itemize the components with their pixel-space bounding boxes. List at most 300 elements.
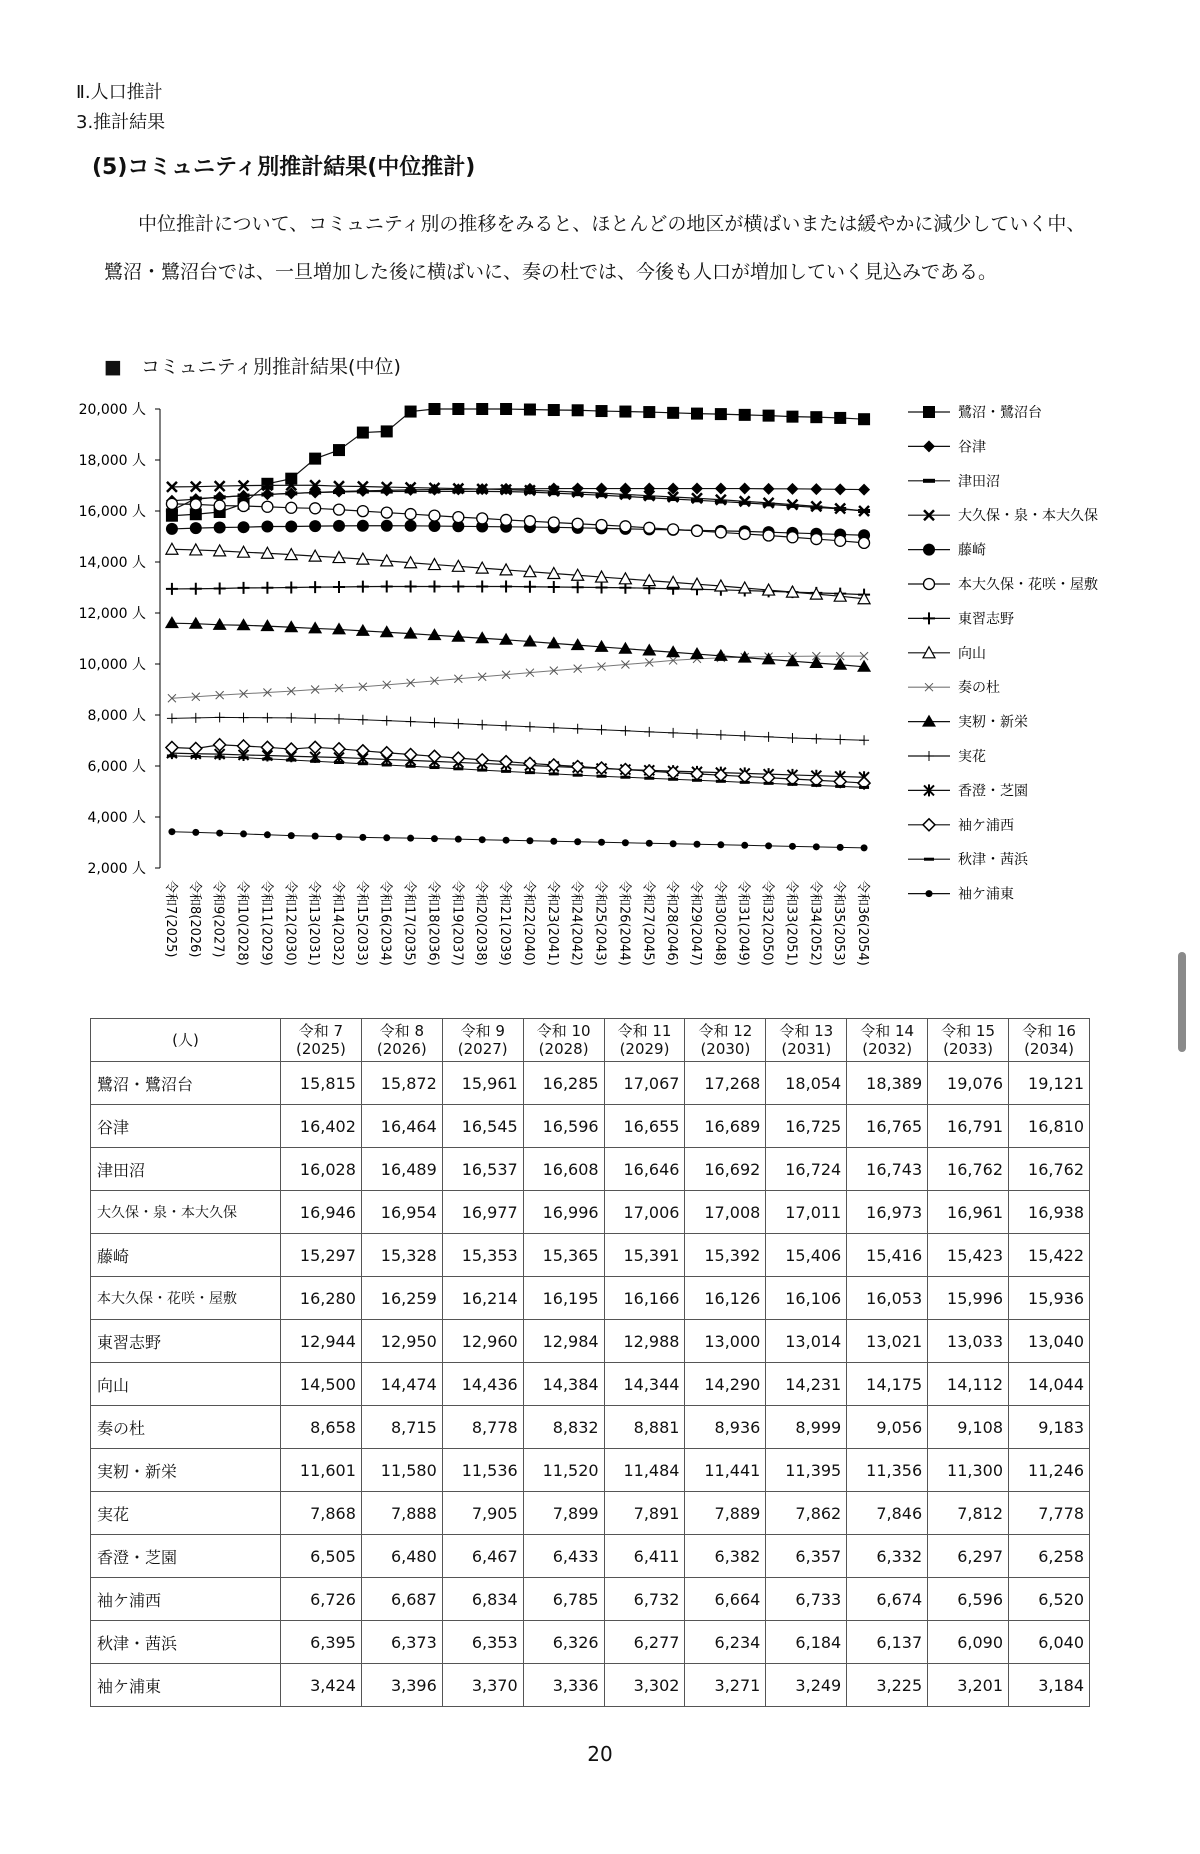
table-cell: 15,416 xyxy=(847,1234,928,1277)
legend-marker xyxy=(926,890,933,897)
data-point xyxy=(573,774,583,777)
data-point xyxy=(405,520,417,532)
column-era-label: 令和 12 xyxy=(698,1022,753,1040)
table-cell: 16,973 xyxy=(847,1191,928,1234)
series-line-4 xyxy=(172,526,864,536)
data-point xyxy=(692,525,703,536)
data-point xyxy=(429,766,439,769)
data-point xyxy=(357,427,369,439)
table-cell: 7,846 xyxy=(847,1492,928,1535)
table-cell: 16,537 xyxy=(442,1148,523,1191)
row-community-name: 秋津・茜浜 xyxy=(91,1621,281,1664)
column-era-label: 令和 10 xyxy=(536,1022,591,1040)
table-row xyxy=(91,1234,1090,1277)
table-cell: 7,905 xyxy=(442,1492,523,1535)
table-cell: 13,000 xyxy=(685,1320,766,1363)
column-era-label: 令和 7 xyxy=(298,1022,344,1040)
data-point xyxy=(308,621,322,633)
table-cell: 14,290 xyxy=(685,1363,766,1406)
data-point xyxy=(861,844,868,851)
paragraph-text: 中位推計について、コミュニティ別の推移をみると、ほとんどの地区が横ばいまたは緩やかに減少していく中、鷺沼・鷺沼台では、一旦増加した後に横ばいに、奏の杜では、今後も人口が増加していく見込みである。 xyxy=(104,213,1086,283)
table-cell: 3,249 xyxy=(766,1664,847,1707)
table-cell: 6,732 xyxy=(604,1578,685,1621)
legend-label: 実籾・新栄 xyxy=(958,714,1028,731)
table-cell: 16,195 xyxy=(523,1277,604,1320)
data-point xyxy=(618,642,632,654)
table-cell: 6,785 xyxy=(523,1578,604,1621)
data-point xyxy=(668,778,678,781)
table-row xyxy=(91,1148,1090,1191)
data-point xyxy=(405,749,417,761)
table-cell: 15,406 xyxy=(766,1234,847,1277)
data-point xyxy=(214,495,226,499)
series-line-13 xyxy=(172,756,864,787)
table-cell: 8,936 xyxy=(685,1406,766,1449)
data-point xyxy=(167,713,177,723)
table-cell: 6,326 xyxy=(523,1621,604,1664)
table-cell: 15,961 xyxy=(442,1062,523,1105)
y-tick-label: 4,000 人 xyxy=(87,810,146,826)
data-point xyxy=(765,842,772,849)
table-cell: 13,021 xyxy=(847,1320,928,1363)
data-point xyxy=(740,731,750,741)
data-point xyxy=(380,625,394,637)
data-point xyxy=(284,620,298,632)
table-cell: 13,014 xyxy=(766,1320,847,1363)
data-point xyxy=(596,520,607,531)
table-cell: 14,344 xyxy=(604,1363,685,1406)
table-cell: 11,484 xyxy=(604,1449,685,1492)
data-point xyxy=(357,520,369,532)
data-point xyxy=(859,537,870,548)
table-cell: 16,280 xyxy=(281,1277,362,1320)
data-point xyxy=(359,834,366,841)
x-tick-label: 令和22(2040) xyxy=(520,880,536,966)
table-cell: 6,357 xyxy=(766,1535,847,1578)
data-point xyxy=(333,520,345,532)
data-point xyxy=(166,523,178,535)
data-point xyxy=(214,521,226,533)
data-point xyxy=(239,756,249,759)
table-column-header xyxy=(604,1019,685,1062)
table-cell: 3,424 xyxy=(281,1664,362,1707)
data-point xyxy=(382,763,392,766)
data-point xyxy=(622,839,629,846)
table-cell: 11,356 xyxy=(847,1449,928,1492)
table-cell: 14,112 xyxy=(928,1363,1009,1406)
x-tick-label: 令和31(2049) xyxy=(735,880,751,966)
x-tick-label: 令和28(2046) xyxy=(664,880,680,966)
table-cell: 9,183 xyxy=(1009,1406,1090,1449)
data-point xyxy=(238,582,250,594)
x-tick-label: 令和24(2042) xyxy=(568,880,584,966)
table-cell: 7,899 xyxy=(523,1492,604,1535)
data-point xyxy=(166,741,178,753)
column-year-label: (2030) xyxy=(700,1040,751,1058)
data-point xyxy=(452,580,464,592)
table-cell: 11,601 xyxy=(281,1449,362,1492)
data-point xyxy=(285,582,297,594)
data-point xyxy=(428,520,440,532)
row-community-name: 鷺沼・鷺沼台 xyxy=(91,1062,281,1105)
x-tick-label: 令和29(2047) xyxy=(688,880,703,966)
table-cell: 16,996 xyxy=(523,1191,604,1234)
legend-marker xyxy=(924,751,934,761)
column-year-label: (2032) xyxy=(862,1040,913,1058)
legend-label: 鷺沼・鷺沼台 xyxy=(958,405,1042,421)
table-column-header xyxy=(442,1019,523,1062)
column-era-label: 令和 16 xyxy=(1022,1022,1076,1040)
data-point xyxy=(572,404,584,416)
data-point xyxy=(475,631,489,643)
column-year-label: (2034) xyxy=(1024,1040,1074,1058)
table-row xyxy=(91,1062,1090,1105)
data-point xyxy=(358,762,368,765)
data-point xyxy=(476,580,488,592)
data-point xyxy=(404,627,418,639)
table-row xyxy=(91,1363,1090,1406)
table-cell: 3,184 xyxy=(1009,1664,1090,1707)
table-cell: 3,396 xyxy=(361,1664,442,1707)
table-cell: 15,328 xyxy=(361,1234,442,1277)
table-cell: 8,832 xyxy=(523,1406,604,1449)
data-point xyxy=(237,618,251,630)
data-point xyxy=(550,838,557,845)
x-tick-label: 令和23(2041) xyxy=(544,880,560,966)
table-column-header xyxy=(847,1019,928,1062)
data-point xyxy=(835,535,846,546)
data-point xyxy=(786,411,798,423)
data-point xyxy=(668,524,679,535)
data-point xyxy=(835,734,845,744)
data-point xyxy=(644,727,654,737)
series-line-14 xyxy=(172,832,864,848)
data-point xyxy=(548,517,559,528)
table-row xyxy=(91,1621,1090,1664)
table-cell: 16,954 xyxy=(361,1191,442,1234)
data-point xyxy=(644,777,654,780)
legend-label: 奏の杜 xyxy=(958,680,1000,697)
data-point xyxy=(405,580,417,592)
data-point xyxy=(453,719,463,729)
data-point xyxy=(858,484,870,496)
data-point xyxy=(428,403,440,415)
data-point xyxy=(762,652,776,664)
y-tick-label: 8,000 人 xyxy=(87,708,146,724)
data-point xyxy=(239,713,249,723)
table-cell: 15,815 xyxy=(281,1062,362,1105)
page-number: 20 xyxy=(587,1742,613,1766)
table-cell: 9,056 xyxy=(847,1406,928,1449)
table-cell: 14,231 xyxy=(766,1363,847,1406)
series-line-12 xyxy=(172,745,864,783)
data-point xyxy=(810,483,822,495)
data-point xyxy=(334,761,344,764)
data-point xyxy=(858,413,870,425)
legend-label: 袖ケ浦西 xyxy=(958,817,1014,834)
data-point xyxy=(666,645,680,657)
data-point xyxy=(670,840,677,847)
data-point xyxy=(285,521,297,533)
data-point xyxy=(238,501,249,512)
data-point xyxy=(739,770,751,782)
data-point xyxy=(741,842,748,849)
table-cell: 6,382 xyxy=(685,1535,766,1578)
x-tick-label: 令和21(2039) xyxy=(497,880,513,966)
data-point xyxy=(189,617,203,629)
data-point xyxy=(262,713,272,723)
table-row xyxy=(91,1191,1090,1234)
table-column-header xyxy=(281,1019,362,1062)
data-point xyxy=(715,483,727,495)
column-era-label: 令和 14 xyxy=(860,1022,915,1040)
x-tick-label: 令和15(2033) xyxy=(353,880,369,966)
table-cell: 6,353 xyxy=(442,1621,523,1664)
x-tick-label: 令和35(2053) xyxy=(831,880,847,966)
data-point xyxy=(477,513,488,524)
data-point xyxy=(312,833,319,840)
y-tick-label: 20,000 人 xyxy=(78,402,146,418)
data-point xyxy=(214,583,226,595)
data-point xyxy=(595,640,609,652)
data-point xyxy=(453,512,464,523)
data-point xyxy=(477,769,487,772)
table-header-row xyxy=(91,1019,1090,1062)
data-point xyxy=(405,509,416,520)
data-point xyxy=(596,582,608,594)
table-cell: 14,044 xyxy=(1009,1363,1090,1406)
table-row xyxy=(91,1664,1090,1707)
data-point xyxy=(286,759,296,762)
data-point xyxy=(787,733,797,743)
row-community-name: 袖ケ浦西 xyxy=(91,1578,281,1621)
scrollbar-thumb[interactable] xyxy=(1178,952,1186,1052)
data-point xyxy=(646,840,653,847)
data-point xyxy=(429,510,440,521)
data-point xyxy=(167,754,177,757)
population-line-chart xyxy=(0,380,1200,1010)
table-cell: 15,996 xyxy=(928,1277,1009,1320)
table-cell: 16,608 xyxy=(523,1148,604,1191)
data-point xyxy=(356,624,370,636)
table-row xyxy=(91,1277,1090,1320)
data-point xyxy=(405,406,417,418)
legend-marker xyxy=(923,819,935,831)
table-cell: 14,175 xyxy=(847,1363,928,1406)
data-point xyxy=(619,406,631,418)
data-point xyxy=(859,786,869,789)
data-point xyxy=(215,712,225,722)
table-cell: 16,961 xyxy=(928,1191,1009,1234)
data-point xyxy=(547,636,561,648)
data-point xyxy=(834,412,846,424)
data-point xyxy=(787,783,797,786)
table-cell: 3,271 xyxy=(685,1664,766,1707)
table-cell: 6,373 xyxy=(361,1621,442,1664)
table-cell: 16,765 xyxy=(847,1105,928,1148)
table-cell: 3,201 xyxy=(928,1664,1009,1707)
row-community-name: 奏の杜 xyxy=(91,1406,281,1449)
data-point xyxy=(739,483,751,495)
column-year-label: (2027) xyxy=(457,1040,508,1058)
row-community-name: 津田沼 xyxy=(91,1148,281,1191)
data-point xyxy=(811,784,821,787)
table-cell: 8,999 xyxy=(766,1406,847,1449)
data-point xyxy=(455,836,462,843)
data-point xyxy=(213,618,227,630)
series-line-2 xyxy=(172,491,864,511)
table-cell: 9,108 xyxy=(928,1406,1009,1449)
table-cell: 13,033 xyxy=(928,1320,1009,1363)
data-point xyxy=(813,843,820,850)
data-point xyxy=(262,501,273,512)
series-line-0 xyxy=(172,409,864,516)
data-point xyxy=(764,782,774,785)
column-era-label: 令和 8 xyxy=(379,1022,424,1040)
table-cell: 6,480 xyxy=(361,1535,442,1578)
data-point xyxy=(620,726,630,736)
table-cell: 12,984 xyxy=(523,1320,604,1363)
legend-marker xyxy=(924,858,934,861)
data-point xyxy=(285,491,297,495)
table-cell: 16,259 xyxy=(361,1277,442,1320)
table-cell: 12,944 xyxy=(281,1320,362,1363)
table-cell: 6,726 xyxy=(281,1578,362,1621)
data-point xyxy=(524,404,536,416)
y-tick-label: 6,000 人 xyxy=(87,759,146,775)
data-point xyxy=(309,581,321,593)
row-community-name: 実籾・新栄 xyxy=(91,1449,281,1492)
data-point xyxy=(190,499,201,510)
data-point xyxy=(643,406,655,418)
data-point xyxy=(381,580,393,592)
data-point xyxy=(334,504,345,515)
data-point xyxy=(453,767,463,770)
table-cell: 16,464 xyxy=(361,1105,442,1148)
description-paragraph xyxy=(104,200,1094,296)
legend-marker xyxy=(923,479,935,483)
table-cell: 3,302 xyxy=(604,1664,685,1707)
data-point xyxy=(192,829,199,836)
table-cell: 15,872 xyxy=(361,1062,442,1105)
data-point xyxy=(309,520,321,532)
x-tick-label: 令和19(2037) xyxy=(449,880,465,966)
y-tick-label: 12,000 人 xyxy=(78,606,146,622)
data-point xyxy=(859,735,869,745)
table-cell: 16,028 xyxy=(281,1148,362,1191)
table-cell: 6,411 xyxy=(604,1535,685,1578)
data-point xyxy=(191,713,201,723)
table-cell: 6,234 xyxy=(685,1621,766,1664)
data-point xyxy=(526,837,533,844)
table-cell: 15,936 xyxy=(1009,1277,1090,1320)
data-point xyxy=(524,516,535,527)
data-point xyxy=(381,747,393,759)
table-cell: 16,977 xyxy=(442,1191,523,1234)
x-tick-label: 令和17(2035) xyxy=(401,880,417,966)
table-row xyxy=(91,1492,1090,1535)
data-point xyxy=(715,527,726,538)
table-cell: 16,810 xyxy=(1009,1105,1090,1148)
data-point xyxy=(835,785,845,788)
column-year-label: (2026) xyxy=(376,1040,427,1058)
table-cell: 16,689 xyxy=(685,1105,766,1148)
data-point xyxy=(667,767,679,779)
column-era-label: 令和 13 xyxy=(779,1022,834,1040)
row-community-name: 谷津 xyxy=(91,1105,281,1148)
table-cell: 19,076 xyxy=(928,1062,1009,1105)
data-point xyxy=(763,410,775,422)
data-point xyxy=(573,724,583,734)
table-column-header xyxy=(523,1019,604,1062)
legend-label: 向山 xyxy=(958,645,986,662)
data-point xyxy=(428,750,440,762)
data-point xyxy=(168,828,175,835)
table-cell: 6,090 xyxy=(928,1621,1009,1664)
data-point xyxy=(238,521,250,533)
data-point xyxy=(692,729,702,739)
table-cell: 16,285 xyxy=(523,1062,604,1105)
legend-label: 東習志野 xyxy=(958,611,1014,628)
table-column-header xyxy=(1009,1019,1090,1062)
data-point xyxy=(763,530,774,541)
column-year-label: (2025) xyxy=(296,1040,346,1058)
legend-marker xyxy=(922,715,936,727)
table-cell: 8,881 xyxy=(604,1406,685,1449)
data-point xyxy=(165,616,179,628)
data-point xyxy=(499,633,513,645)
table-cell: 16,545 xyxy=(442,1105,523,1148)
table-cell: 14,384 xyxy=(523,1363,604,1406)
data-point xyxy=(523,635,537,647)
table-cell: 18,054 xyxy=(766,1062,847,1105)
table-cell: 15,391 xyxy=(604,1234,685,1277)
data-point xyxy=(406,765,416,768)
table-cell: 6,596 xyxy=(928,1578,1009,1621)
data-point xyxy=(690,647,704,659)
table-cell: 6,040 xyxy=(1009,1621,1090,1664)
table-cell: 18,389 xyxy=(847,1062,928,1105)
table-cell: 17,268 xyxy=(685,1062,766,1105)
column-era-label: 令和 15 xyxy=(941,1022,995,1040)
table-cell: 6,332 xyxy=(847,1535,928,1578)
table-cell: 6,433 xyxy=(523,1535,604,1578)
data-point xyxy=(571,638,585,650)
data-point xyxy=(809,656,823,668)
chapter-heading: Ⅱ.人口推計 xyxy=(76,82,163,103)
data-point xyxy=(503,837,510,844)
legend-marker xyxy=(923,440,935,452)
data-point xyxy=(479,836,486,843)
data-point xyxy=(310,714,320,724)
legend-label: 実花 xyxy=(958,749,986,765)
table-cell: 17,011 xyxy=(766,1191,847,1234)
table-cell: 12,960 xyxy=(442,1320,523,1363)
row-community-name: 袖ケ浦東 xyxy=(91,1664,281,1707)
legend-marker xyxy=(923,612,935,624)
table-cell: 3,225 xyxy=(847,1664,928,1707)
data-point xyxy=(548,404,560,416)
row-community-name: 藤崎 xyxy=(91,1234,281,1277)
data-point xyxy=(620,521,631,532)
data-point xyxy=(694,841,701,848)
legend-marker xyxy=(923,406,935,418)
data-point xyxy=(333,581,345,593)
table-cell: 11,580 xyxy=(361,1449,442,1492)
data-point xyxy=(240,830,247,837)
data-point xyxy=(598,839,605,846)
table-cell: 16,214 xyxy=(442,1277,523,1320)
